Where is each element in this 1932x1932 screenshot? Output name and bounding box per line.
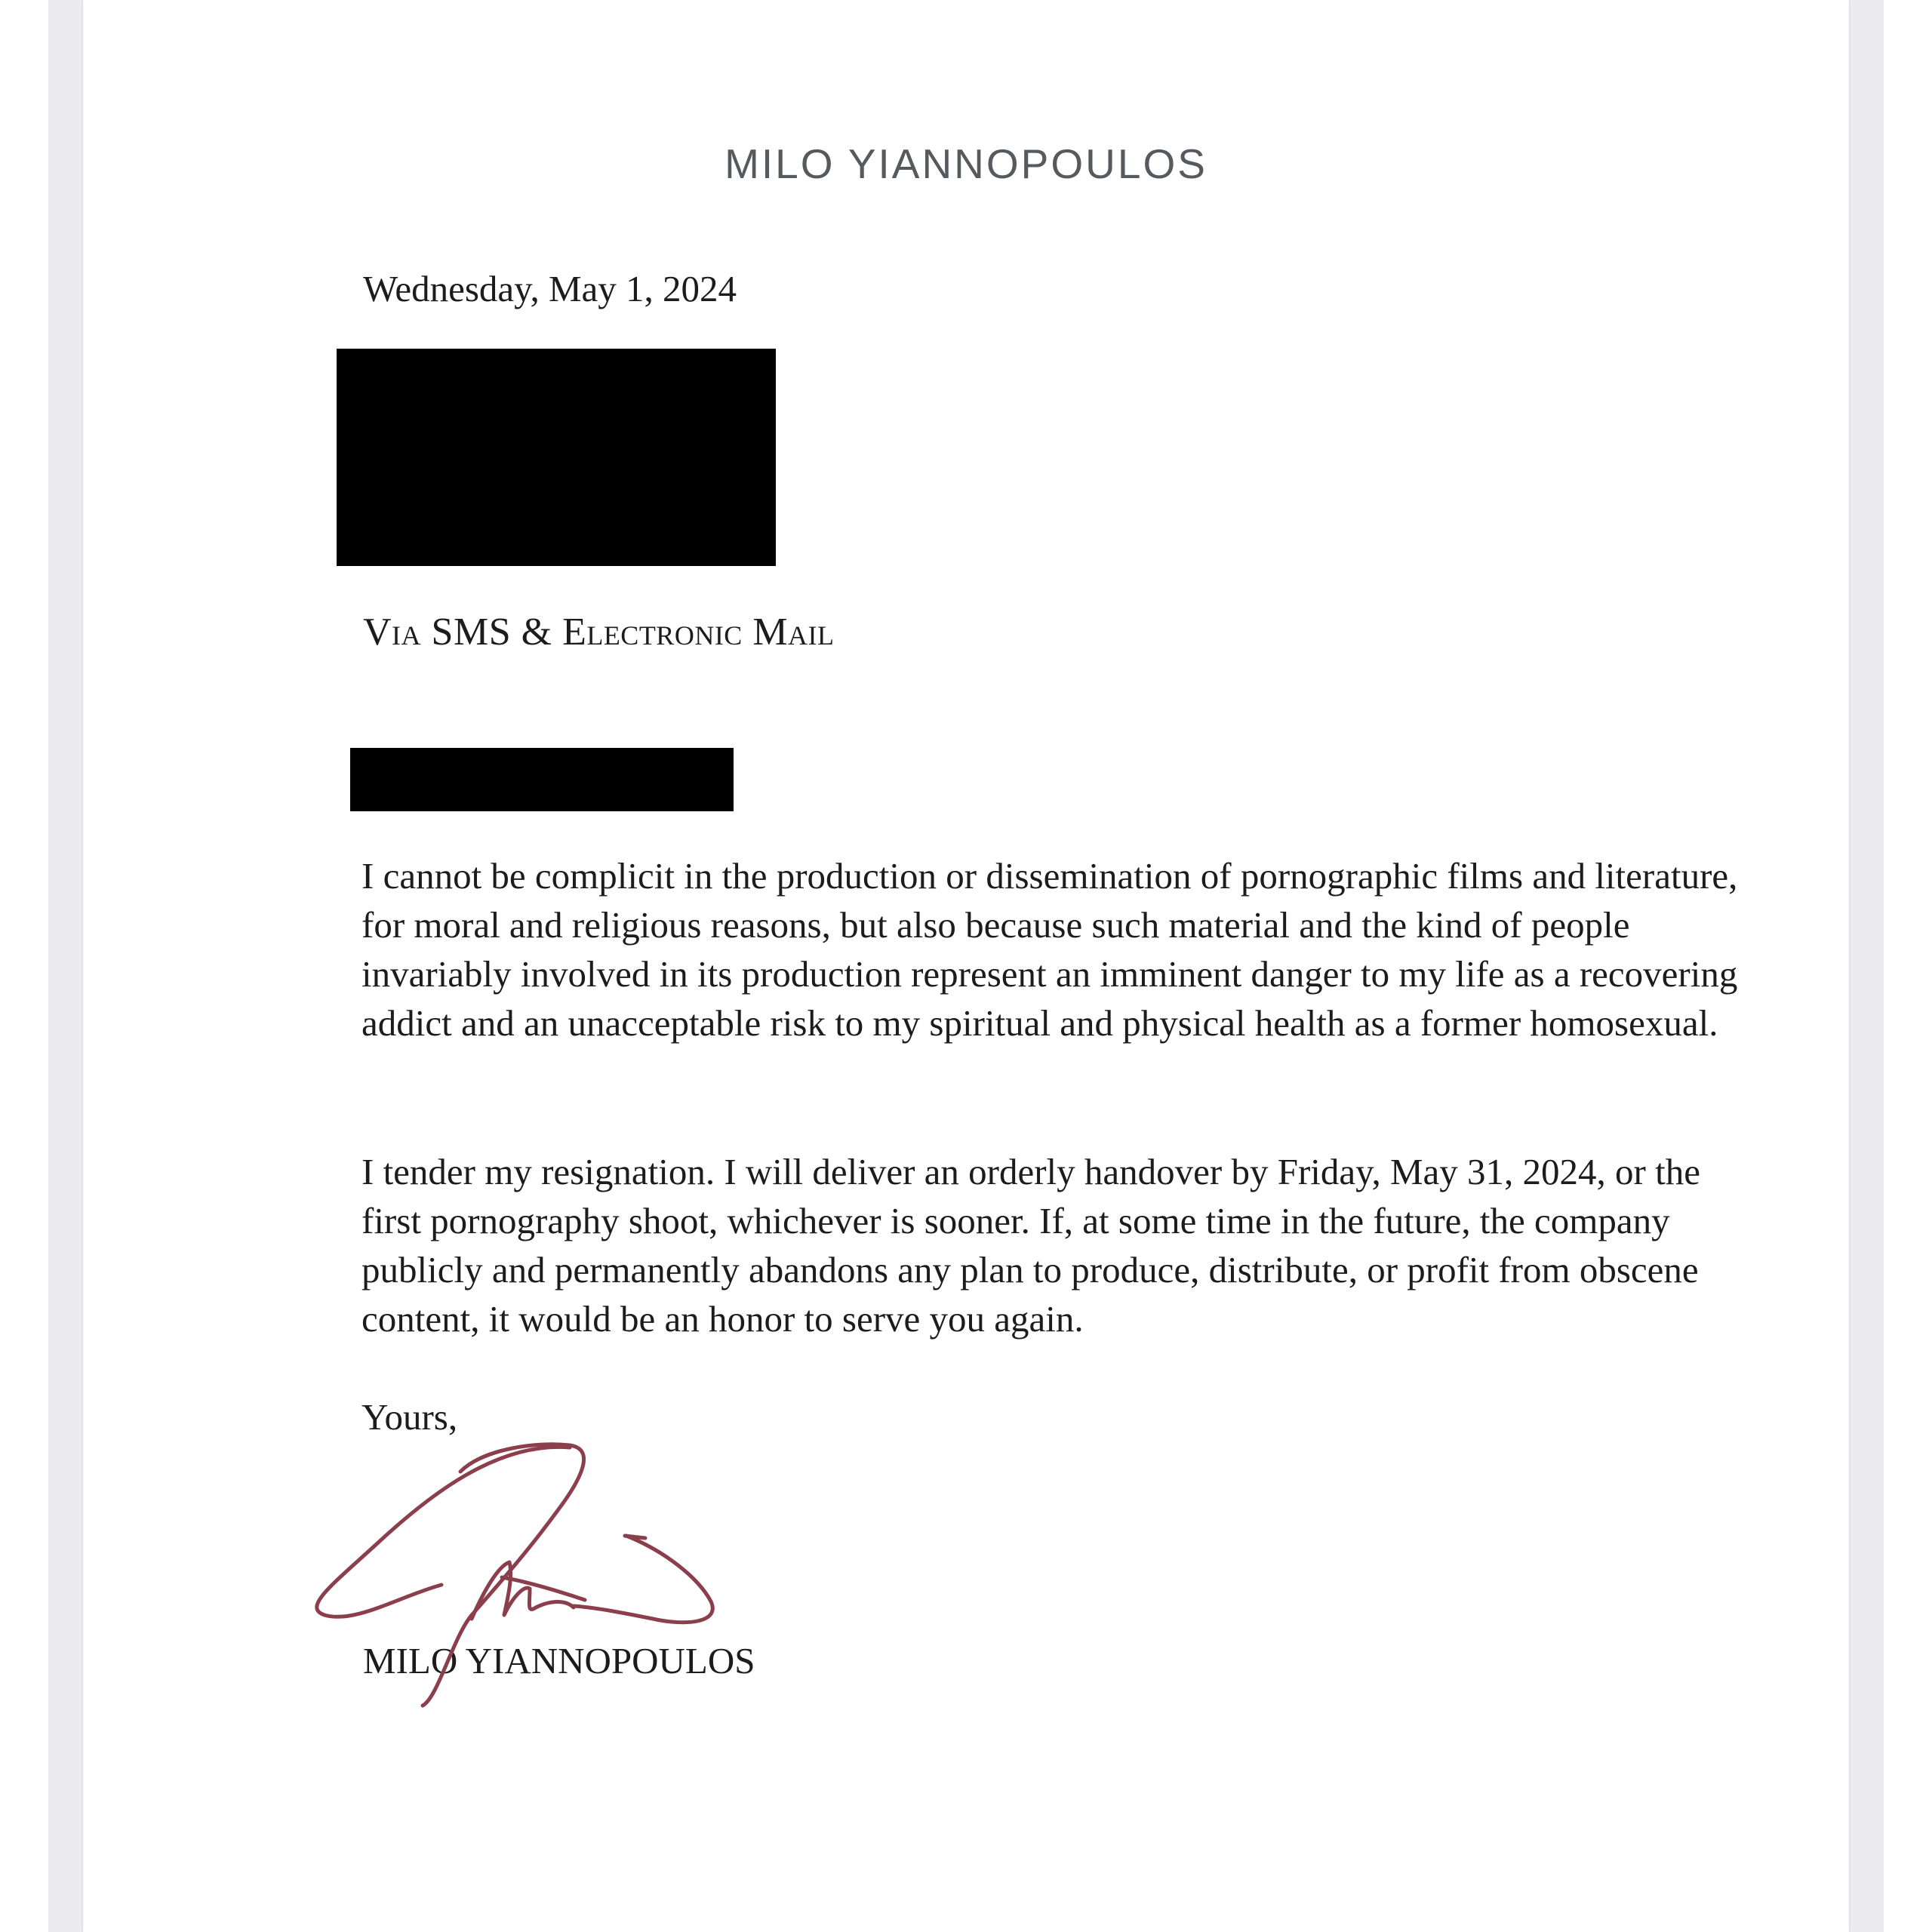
delivery-method: Via SMS & Electronic Mail [363,611,835,654]
letter-date: Wednesday, May 1, 2024 [363,268,737,309]
body-paragraph-2: I tender my resignation. I will deliver an orderly handover by Friday, May 31, 2024, or the first pornography shoot, whichever is sooner. If, at some time in the future, the company publicly and permanently abandons any plan to produce, distribute, or profit from obscene content, it would be an honor to serve you again. [361,1151,1700,1340]
letter-page [83,0,1849,1932]
redacted-salutation [350,748,734,811]
redacted-recipient-address [337,349,776,566]
signature-name: MILO YIANNOPOULOS [363,1640,755,1681]
body-paragraph-1: I cannot be complicit in the production or dissemination of pornographic films and literature, for moral and religious reasons, but also because such material and the kind of people invariably involved in its production represent an imminent danger to my life as a recovering addict and an unacceptable risk to my spiritual and physical health as a former homosexual. [361,855,1738,1044]
closing: Yours, [361,1396,458,1438]
handwritten-signature [309,1426,732,1721]
letterhead: MILO YIANNOPOULOS [724,140,1208,187]
